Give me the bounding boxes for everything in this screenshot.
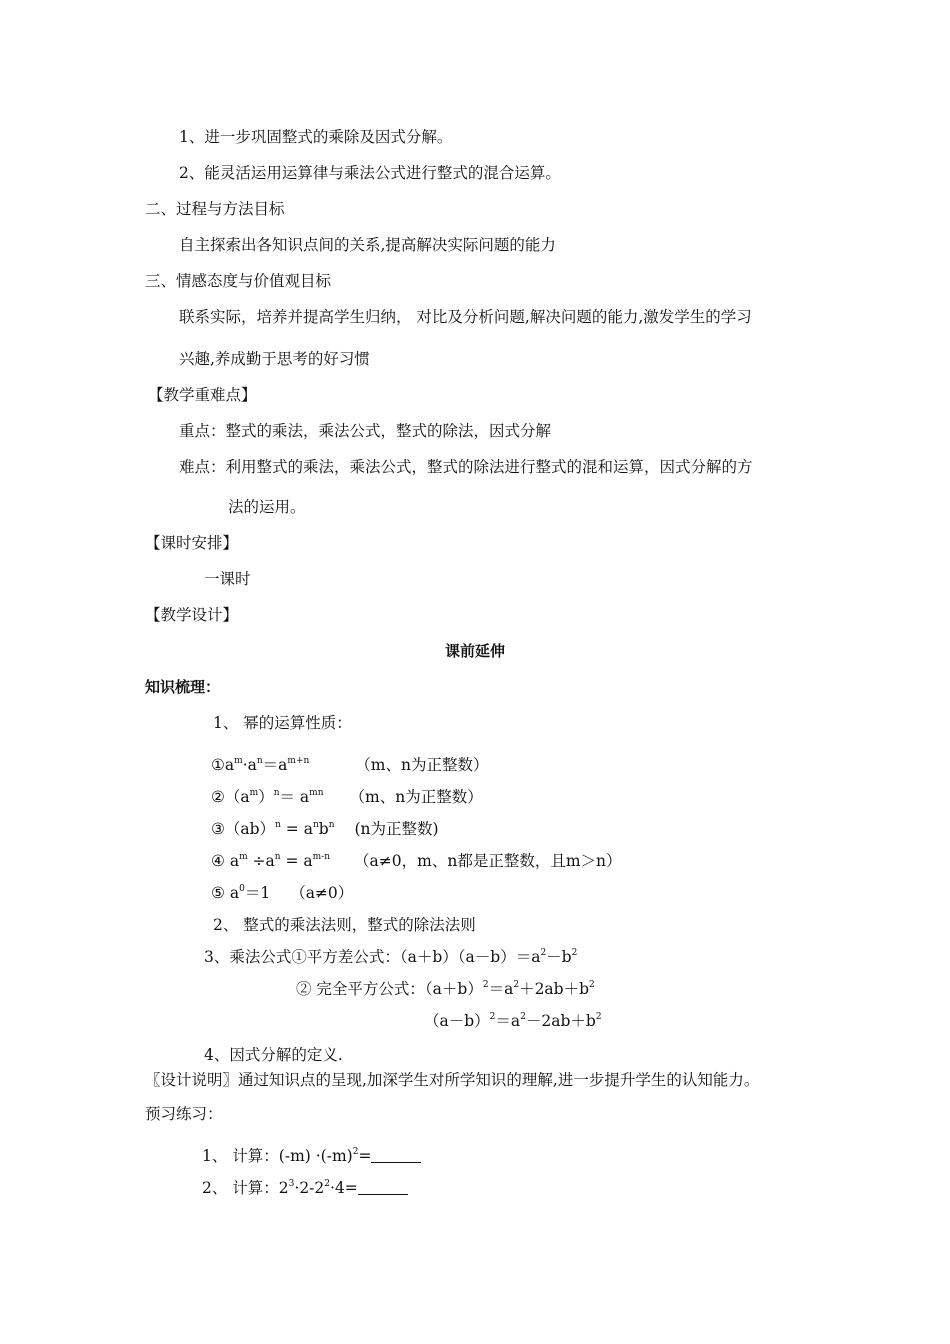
power-rule-2: $②(a^m)^n= a^{mn}$ （m、n为正整数） (211, 788, 483, 806)
perfect-square-formula-plus: ② 完全平方公式：$(a+b)^2=a^2+2ab+b^2$ (296, 980, 595, 998)
objective-item-1: 1、进一步巩固整式的乘除及因式分解。 (179, 128, 453, 146)
key-difficulty-line2: 法的运用。 (228, 498, 306, 516)
perfect-square-formula-minus: $(a-b)^2=a^2-2ab+b^2$ (424, 1012, 602, 1030)
preview-question-1: 1、 计算：$(-m) \cdot(-m)^2=$ (202, 1146, 421, 1166)
design-heading: 【教学设计】 (145, 606, 239, 624)
objective-item-2: 2、能灵活运用运算律与乘法公式进行整式的混合运算。 (179, 164, 561, 182)
power-rule-5: ⑤ $a^0=1$ （a≠0） (211, 884, 354, 902)
section-heading-emotion: 三、情感态度与价值观目标 (145, 272, 332, 290)
emotion-text-line1: 联系实际，培养并提高学生归纳， 对比及分析问题,解决问题的能力,激发学生的学习 (179, 308, 752, 326)
schedule-heading: 【课时安排】 (145, 534, 239, 552)
process-text: 自主探索出各知识点间的关系,提高解决实际问题的能力 (179, 236, 556, 254)
design-note: 〖设计说明〗通过知识点的呈现,加深学生对所学知识的理解,进一步提升学生的认知能力。 (145, 1071, 760, 1089)
preview-question-2: 2、 计算：$2^3\cdot 2-2^2\cdot 4=$ (202, 1178, 408, 1198)
section-heading-process: 二、过程与方法目标 (145, 200, 285, 218)
schedule-value: 一课时 (204, 570, 251, 588)
key-difficulty-line1: 难点：利用整式的乘法，乘法公式，整式的除法进行整式的混和运算，因式分解的方 (179, 458, 753, 476)
difference-of-squares-formula: 3、乘法公式①平方差公式：$(a+b)(a-b)=a^2-b^2$ (204, 948, 578, 966)
review-title: 知识梳理： (145, 678, 221, 696)
power-rule-4: ④ $a^m \div a^n = a^{m-n}$ （a≠0，m、n都是正整数，且m＞n） (211, 852, 622, 870)
power-rule-1: $①a^m\cdot a^n=a^{m+n}$ （m、n为正整数） (211, 756, 489, 774)
key-points-heading: 【教学重难点】 (148, 386, 257, 404)
factorization-definition: 4、因式分解的定义. (204, 1046, 343, 1064)
power-rule-3: ③（ab）$^n$ = $a^nb^n$ (n为正整数) (211, 820, 439, 838)
emotion-text-line2: 兴趣,养成勤于思考的好习惯 (179, 350, 370, 368)
answer-blank-2[interactable] (358, 1180, 408, 1195)
multiplication-rules: 2、 整式的乘法法则，整式的除法法则 (213, 916, 476, 934)
key-focus: 重点：整式的乘法，乘法公式，整式的除法，因式分解 (179, 422, 552, 440)
preview-title: 预习练习： (145, 1105, 223, 1123)
power-rules-title: 1、 幂的运算性质： (213, 714, 352, 732)
answer-blank-1[interactable] (371, 1148, 421, 1163)
section-title: 课前延伸 (444, 642, 505, 660)
